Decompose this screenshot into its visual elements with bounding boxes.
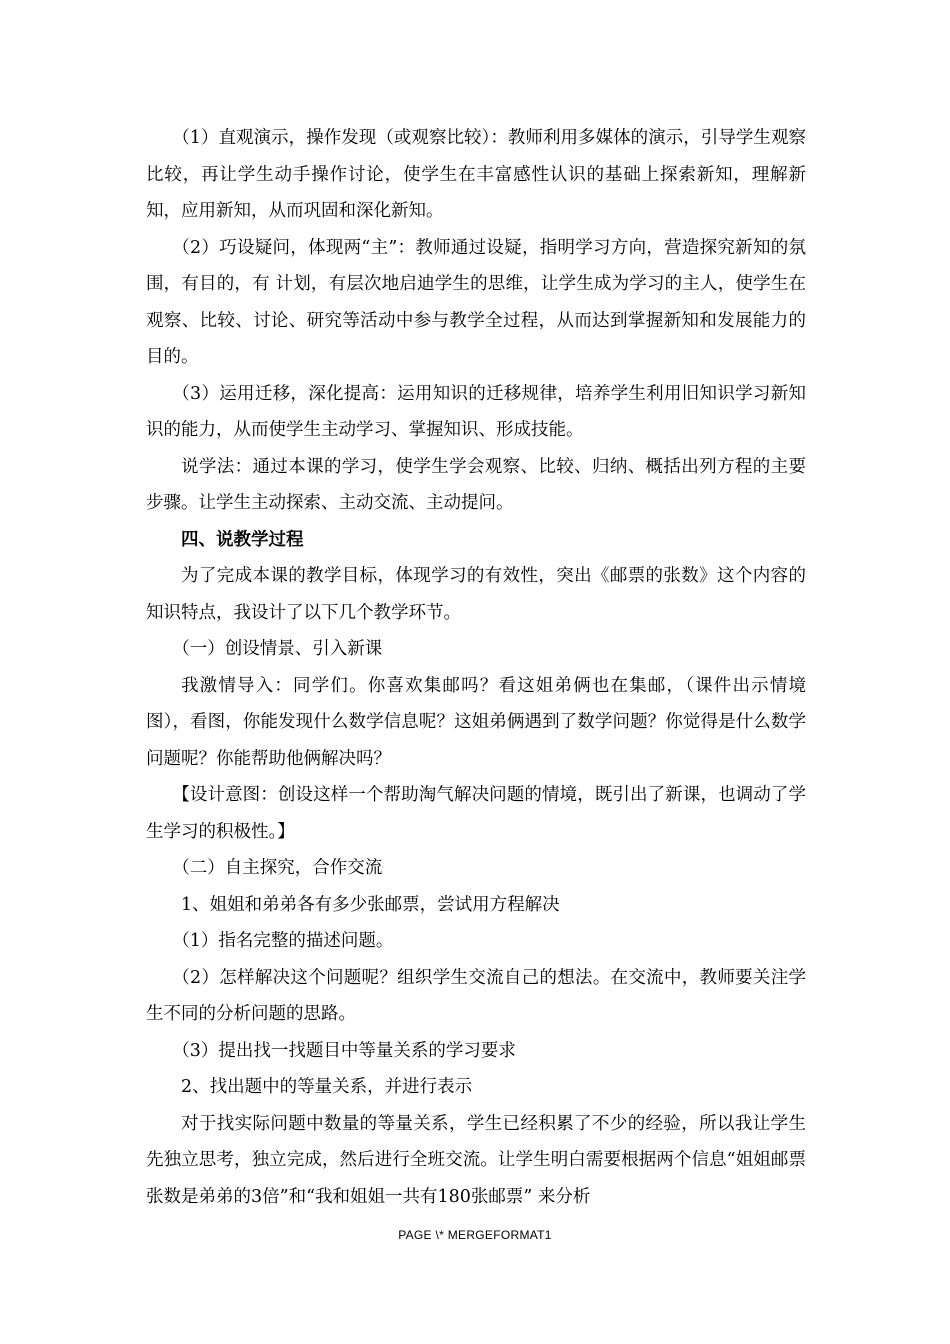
paragraph: 我激情导入：同学们。你喜欢集邮吗？看这姐弟俩也在集邮，（课件出示情境图），看图，你能发现什么数学信息呢？这姐弟俩遇到了数学问题？你觉得是什么数学问题呢？你能帮助他俩解决吗？: [146, 675, 806, 769]
paragraph: （3）提出找一找题目中等量关系的学习要求: [172, 1040, 516, 1061]
paragraph: 说学法：通过本课的学习，使学生学会观察、比较、归纳、概括出列方程的主要步骤。让学生主动探索、主动交流、主动提问。: [146, 456, 806, 513]
paragraph: （一）创设情景、引入新课: [172, 639, 383, 659]
paragraph: （3）运用迁移，深化提高：运用知识的迁移规律，培养学生利用旧知识学习新知识的能力，从而使学生主动学习、掌握知识、形成技能。: [146, 383, 806, 440]
paragraph: 对于找实际问题中数量的等量关系，学生已经积累了不少的经验，所以我让学生先独立思考，独立完成，然后进行全班交流。让学生明白需要根据两个信息“姐姐邮票张数是弟弟的3倍”和“我和姐姐一共有180张邮票” 来分析: [146, 1113, 806, 1207]
paragraph: 2、找出题中的等量关系，并进行表示: [181, 1077, 473, 1097]
page-footer: PAGE \* MERGEFORMAT1: [398, 1228, 552, 1242]
paragraph: （2）巧设疑问，体现两“主”：教师通过设疑，指明学习方向，营造探究新知的氛围，有目的，有 计划，有层次地启迪学生的思维，让学生成为学习的主人，使学生在观察、比较、讨论、研究等活动中参与教学全过程，从而达到掌握新知和发展能力的目的。: [146, 237, 806, 367]
paragraph: 【设计意图：创设这样一个帮助淘气解决问题的情境，既引出了新课，也调动了学生学习的积极性。】: [146, 785, 806, 842]
paragraph: （二）自主探究，合作交流: [172, 858, 383, 878]
paragraph: （1）直观演示，操作发现（或观察比较）：教师利用多媒体的演示，引导学生观察比较，再让学生动手操作讨论，使学生在丰富感性认识的基础上探索新知，理解新知，应用新知，从而巩固和深化新知。: [146, 128, 806, 221]
paragraph: 1、姐姐和弟弟各有多少张邮票，尝试用方程解决: [181, 894, 560, 915]
paragraph: （2）怎样解决这个问题呢？组织学生交流自己的想法。在交流中，教师要关注学生不同的分析问题的思路。: [146, 967, 806, 1024]
document-body: [146, 120, 806, 1215]
paragraph: 为了完成本课的教学目标，体现学习的有效性，突出《邮票的张数》这个内容的知识特点，我设计了以下几个教学环节。: [146, 566, 806, 623]
paragraph: （1）指名完整的描述问题。: [172, 931, 394, 951]
section-heading: 四、说教学过程: [181, 529, 304, 550]
